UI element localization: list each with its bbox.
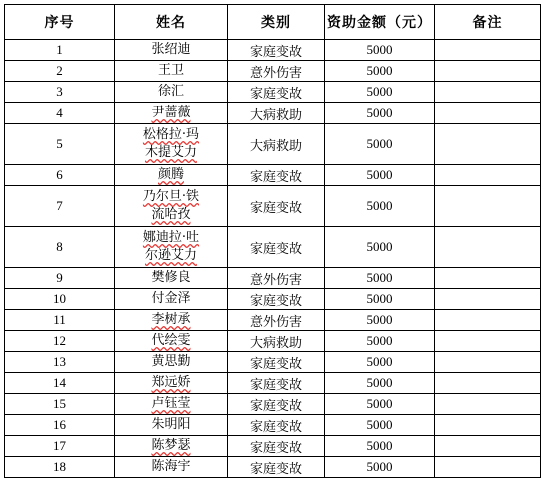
table-row bbox=[5, 165, 541, 186]
cell-amount: 5000 bbox=[325, 61, 435, 82]
name-line: 木提艾力 bbox=[144, 145, 197, 160]
name-line: 黄思勤 bbox=[151, 354, 191, 369]
table-row bbox=[5, 40, 541, 61]
table-row bbox=[5, 457, 541, 478]
cell-amount: 5000 bbox=[325, 186, 435, 227]
name-line: 樊修良 bbox=[151, 270, 191, 285]
cell-amount: 5000 bbox=[325, 289, 435, 310]
header-amount: 资助金额（元） bbox=[325, 5, 435, 40]
cell-no: 18 bbox=[5, 457, 115, 478]
cell-note bbox=[435, 415, 541, 436]
cell-name bbox=[115, 103, 228, 124]
cell-no: 6 bbox=[5, 165, 115, 186]
cell-amount: 5000 bbox=[325, 331, 435, 352]
table-row bbox=[5, 331, 541, 352]
cell-amount: 5000 bbox=[325, 40, 435, 61]
header-row bbox=[5, 5, 541, 40]
header-note: 备注 bbox=[435, 5, 541, 40]
cell-category: 家庭变故 bbox=[228, 82, 325, 103]
name-line: 乃尔旦·铁 bbox=[142, 189, 200, 204]
table-row bbox=[5, 352, 541, 373]
cell-note bbox=[435, 352, 541, 373]
cell-no: 16 bbox=[5, 415, 115, 436]
cell-category: 家庭变故 bbox=[228, 436, 325, 457]
cell-category: 家庭变故 bbox=[228, 289, 325, 310]
table-row bbox=[5, 373, 541, 394]
aid-table-container bbox=[4, 4, 541, 478]
header-name: 姓名 bbox=[115, 5, 228, 40]
cell-category: 家庭变故 bbox=[228, 352, 325, 373]
name-line: 娜迪拉·吐 bbox=[142, 230, 200, 245]
cell-no: 4 bbox=[5, 103, 115, 124]
cell-category: 家庭变故 bbox=[228, 227, 325, 268]
table-row bbox=[5, 82, 541, 103]
name-line: 陈梦瑟 bbox=[151, 438, 191, 453]
table-row bbox=[5, 61, 541, 82]
table-row bbox=[5, 310, 541, 331]
cell-note bbox=[435, 268, 541, 289]
cell-note bbox=[435, 165, 541, 186]
cell-name bbox=[115, 61, 228, 82]
cell-amount: 5000 bbox=[325, 268, 435, 289]
cell-no: 2 bbox=[5, 61, 115, 82]
cell-name bbox=[115, 289, 228, 310]
cell-category: 大病救助 bbox=[228, 331, 325, 352]
cell-name bbox=[115, 124, 228, 165]
cell-category: 意外伤害 bbox=[228, 268, 325, 289]
cell-note bbox=[435, 394, 541, 415]
cell-name bbox=[115, 436, 228, 457]
name-line: 流哈孜 bbox=[151, 207, 191, 222]
cell-name bbox=[115, 186, 228, 227]
cell-note bbox=[435, 436, 541, 457]
cell-note bbox=[435, 186, 541, 227]
name-line: 徐汇 bbox=[157, 84, 184, 99]
table-row bbox=[5, 415, 541, 436]
cell-no: 11 bbox=[5, 310, 115, 331]
name-line: 付金泽 bbox=[151, 291, 191, 306]
table-row bbox=[5, 436, 541, 457]
cell-category: 意外伤害 bbox=[228, 310, 325, 331]
cell-no: 9 bbox=[5, 268, 115, 289]
cell-category: 家庭变故 bbox=[228, 165, 325, 186]
name-line: 卢钰莹 bbox=[151, 396, 191, 411]
table-row bbox=[5, 289, 541, 310]
cell-no: 7 bbox=[5, 186, 115, 227]
cell-note bbox=[435, 124, 541, 165]
cell-name bbox=[115, 457, 228, 478]
cell-amount: 5000 bbox=[325, 124, 435, 165]
cell-name bbox=[115, 227, 228, 268]
cell-name bbox=[115, 373, 228, 394]
cell-amount: 5000 bbox=[325, 227, 435, 268]
cell-note bbox=[435, 457, 541, 478]
cell-name bbox=[115, 331, 228, 352]
name-line: 松格拉·玛 bbox=[142, 127, 200, 142]
cell-category: 大病救助 bbox=[228, 124, 325, 165]
table-row bbox=[5, 124, 541, 165]
cell-name bbox=[115, 415, 228, 436]
cell-amount: 5000 bbox=[325, 394, 435, 415]
cell-category: 家庭变故 bbox=[228, 457, 325, 478]
cell-name bbox=[115, 82, 228, 103]
aid-table bbox=[4, 4, 541, 478]
cell-category: 家庭变故 bbox=[228, 373, 325, 394]
name-line: 陈海宇 bbox=[151, 459, 191, 474]
cell-no: 1 bbox=[5, 40, 115, 61]
name-line: 张绍迪 bbox=[151, 42, 191, 57]
cell-name bbox=[115, 352, 228, 373]
name-line: 尔逊艾力 bbox=[144, 248, 197, 263]
name-line: 李树承 bbox=[151, 312, 191, 327]
cell-note bbox=[435, 373, 541, 394]
cell-no: 5 bbox=[5, 124, 115, 165]
table-row bbox=[5, 394, 541, 415]
cell-note bbox=[435, 227, 541, 268]
cell-no: 10 bbox=[5, 289, 115, 310]
cell-no: 15 bbox=[5, 394, 115, 415]
cell-name bbox=[115, 394, 228, 415]
cell-amount: 5000 bbox=[325, 457, 435, 478]
cell-no: 8 bbox=[5, 227, 115, 268]
cell-amount: 5000 bbox=[325, 82, 435, 103]
header-no: 序号 bbox=[5, 5, 115, 40]
cell-note bbox=[435, 40, 541, 61]
table-row bbox=[5, 103, 541, 124]
cell-note bbox=[435, 61, 541, 82]
cell-category: 家庭变故 bbox=[228, 40, 325, 61]
table-row bbox=[5, 227, 541, 268]
name-line: 颜腾 bbox=[157, 167, 184, 182]
cell-category: 家庭变故 bbox=[228, 415, 325, 436]
cell-name bbox=[115, 310, 228, 331]
cell-no: 3 bbox=[5, 82, 115, 103]
cell-note bbox=[435, 82, 541, 103]
cell-category: 家庭变故 bbox=[228, 186, 325, 227]
cell-amount: 5000 bbox=[325, 415, 435, 436]
cell-amount: 5000 bbox=[325, 352, 435, 373]
cell-name bbox=[115, 40, 228, 61]
name-line: 尹蔷薇 bbox=[151, 105, 191, 120]
table-row bbox=[5, 186, 541, 227]
cell-note bbox=[435, 103, 541, 124]
name-line: 朱明阳 bbox=[151, 417, 191, 432]
cell-no: 14 bbox=[5, 373, 115, 394]
name-line: 王卫 bbox=[157, 63, 184, 78]
cell-amount: 5000 bbox=[325, 165, 435, 186]
cell-amount: 5000 bbox=[325, 103, 435, 124]
cell-amount: 5000 bbox=[325, 436, 435, 457]
cell-category: 家庭变故 bbox=[228, 394, 325, 415]
cell-category: 意外伤害 bbox=[228, 61, 325, 82]
cell-note bbox=[435, 310, 541, 331]
header-category: 类别 bbox=[228, 5, 325, 40]
cell-no: 17 bbox=[5, 436, 115, 457]
table-row bbox=[5, 268, 541, 289]
cell-name bbox=[115, 165, 228, 186]
cell-amount: 5000 bbox=[325, 373, 435, 394]
name-line: 代绘雯 bbox=[151, 333, 191, 348]
cell-amount: 5000 bbox=[325, 310, 435, 331]
cell-no: 12 bbox=[5, 331, 115, 352]
cell-name bbox=[115, 268, 228, 289]
cell-note bbox=[435, 331, 541, 352]
cell-category: 大病救助 bbox=[228, 103, 325, 124]
cell-no: 13 bbox=[5, 352, 115, 373]
name-line: 郑远娇 bbox=[151, 375, 191, 390]
table-body bbox=[5, 40, 541, 478]
cell-note bbox=[435, 289, 541, 310]
